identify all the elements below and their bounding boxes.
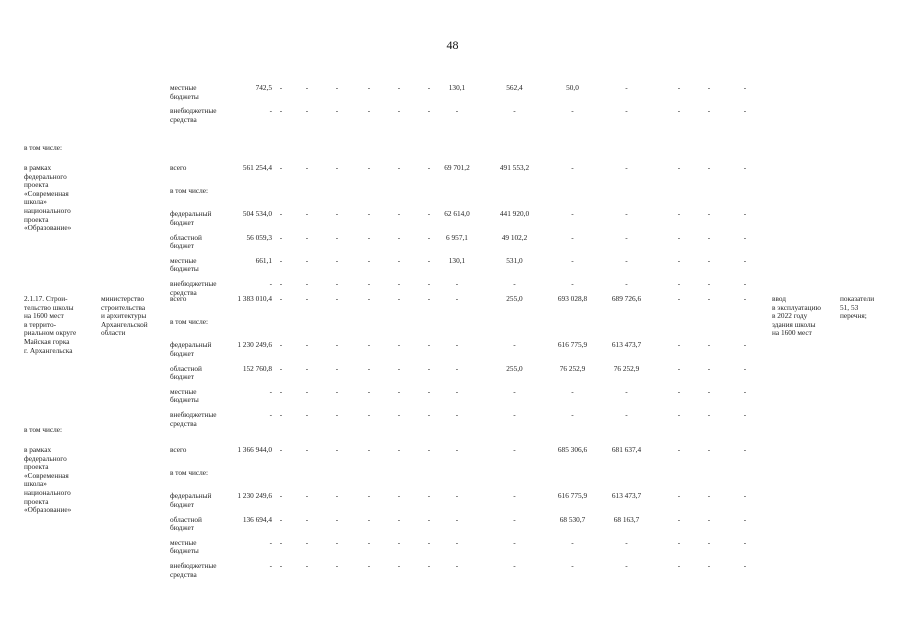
table-cell: 441 920,0 — [499, 209, 530, 219]
table-cell: - — [367, 255, 371, 265]
table-cell: 613 473,7 — [611, 491, 642, 501]
funding-source-label: в том числе: — [170, 317, 209, 327]
table-cell: - — [513, 445, 516, 454]
table-cell: 1 230 249,6 — [237, 491, 272, 501]
funding-source-label: внебюджетные средства — [170, 410, 217, 428]
table-cell: - — [367, 561, 371, 570]
funding-source-label: внебюджетные средства — [170, 279, 217, 297]
table-cell: - — [279, 561, 283, 570]
table-cell: 49 102,2 — [501, 232, 528, 242]
table-cell: 681 637,4 — [611, 445, 642, 454]
table-cell: - — [335, 363, 339, 373]
table-cell: - — [455, 340, 459, 350]
table-cell: - — [677, 279, 681, 288]
table-cell: - — [367, 514, 371, 524]
table-cell: - — [743, 514, 747, 524]
table-cell: - — [677, 386, 681, 396]
table-cell: - — [707, 410, 711, 419]
table-cell: - — [455, 561, 459, 570]
table-cell: - — [625, 561, 628, 570]
table-cell: - — [625, 209, 628, 219]
table-cell: - — [677, 83, 681, 92]
table-cell: - — [625, 163, 628, 172]
table-cell: - — [625, 386, 628, 396]
table-cell: - — [305, 363, 309, 373]
table-cell: - — [743, 294, 747, 303]
table-cell: - — [269, 386, 272, 396]
table-cell: - — [335, 491, 339, 501]
table-cell: - — [305, 209, 309, 219]
table-cell: - — [427, 279, 431, 288]
table-cell: - — [305, 537, 309, 547]
table-cell: - — [305, 163, 309, 172]
table-cell: - — [367, 340, 371, 350]
funding-source-label: федеральный бюджет — [170, 491, 212, 509]
table-cell: 255,0 — [506, 363, 523, 373]
table-cell: - — [427, 445, 431, 454]
table-cell: - — [397, 445, 401, 454]
table-cell: - — [367, 294, 371, 303]
table-cell: - — [707, 340, 711, 350]
table-cell: - — [677, 514, 681, 524]
table-cell: - — [305, 561, 309, 570]
funding-source-label: федеральный бюджет — [170, 209, 212, 227]
table-cell: - — [427, 163, 431, 172]
table-cell: - — [625, 106, 628, 116]
table-cell: - — [427, 106, 431, 116]
table-cell: 689 726,6 — [611, 294, 642, 303]
table-cell: - — [335, 561, 339, 570]
funding-source-label: внебюджетные средства — [170, 106, 217, 124]
table-cell: - — [677, 491, 681, 501]
table-cell: - — [279, 363, 283, 373]
table-cell: - — [367, 232, 371, 242]
table-cell: - — [397, 279, 401, 288]
table-cell: - — [625, 232, 628, 242]
table-cell: - — [335, 106, 339, 116]
table-cell: - — [397, 514, 401, 524]
table-cell: - — [335, 294, 339, 303]
table-cell: - — [269, 106, 272, 116]
table-cell: - — [707, 163, 711, 172]
table-cell: - — [305, 294, 309, 303]
table-cell: - — [677, 410, 681, 419]
table-cell: - — [743, 561, 747, 570]
table-cell: 68 530,7 — [559, 514, 586, 524]
table-cell: - — [571, 106, 574, 116]
table-cell: - — [513, 340, 516, 350]
table-cell: 616 775,9 — [557, 340, 588, 350]
table-cell: - — [279, 232, 283, 242]
indicator-link: показатели 51, 53 перечня; — [840, 294, 875, 321]
table-cell: - — [455, 279, 459, 288]
table-cell: - — [427, 410, 431, 419]
table-cell: - — [335, 445, 339, 454]
table-cell: - — [677, 209, 681, 219]
table-cell: - — [513, 491, 516, 501]
funding-source-label: в том числе: — [170, 468, 209, 478]
table-cell: - — [397, 106, 401, 116]
table-cell: - — [707, 561, 711, 570]
table-cell: - — [269, 279, 272, 288]
funding-source-label: всего — [170, 294, 187, 303]
table-cell: - — [279, 163, 283, 172]
table-cell: 50,0 — [566, 83, 579, 92]
page-number: 48 — [446, 38, 459, 52]
table-cell: - — [397, 561, 401, 570]
table-cell: - — [279, 106, 283, 116]
table-cell: - — [335, 83, 339, 92]
table-cell: - — [305, 279, 309, 288]
funding-source-label: местные бюджеты — [170, 386, 199, 405]
table-cell: 76 252,9 — [559, 363, 586, 373]
table-cell: - — [571, 232, 574, 242]
table-cell: 130,1 — [448, 255, 466, 265]
table-cell: - — [305, 232, 309, 242]
table-cell: - — [707, 537, 711, 547]
table-cell: - — [335, 209, 339, 219]
table-cell: - — [707, 363, 711, 373]
table-cell: - — [455, 491, 459, 501]
table-cell: - — [677, 106, 681, 116]
table-cell: - — [455, 537, 459, 547]
table-cell: - — [305, 410, 309, 419]
table-cell: - — [279, 514, 283, 524]
table-cell: - — [335, 255, 339, 265]
table-cell: - — [455, 363, 459, 373]
table-cell: - — [571, 386, 574, 396]
table-cell: - — [743, 209, 747, 219]
table-cell: - — [279, 386, 283, 396]
measure-name: 2.1.17. Строи- тельство школы на 1600 мест в террито- риальном округе Майская горка г. Архангельска — [24, 294, 77, 355]
table-cell: 136 694,4 — [242, 514, 272, 524]
table-cell: - — [625, 410, 628, 419]
table-cell: - — [625, 255, 628, 265]
table-cell: - — [427, 232, 431, 242]
table-cell: - — [305, 83, 309, 92]
table-cell: 685 306,6 — [557, 445, 588, 454]
table-cell: - — [743, 537, 747, 547]
table-cell: - — [427, 255, 431, 265]
table-cell: - — [397, 537, 401, 547]
table-cell: - — [513, 514, 516, 524]
table-cell: - — [367, 163, 371, 172]
table-cell: - — [367, 386, 371, 396]
table-cell: - — [335, 514, 339, 524]
table-cell: - — [455, 386, 459, 396]
table-cell: - — [397, 386, 401, 396]
table-cell: - — [677, 163, 681, 172]
table-cell: 661,1 — [255, 255, 272, 265]
table-cell: - — [279, 491, 283, 501]
table-cell: - — [455, 514, 459, 524]
table-cell: - — [707, 491, 711, 501]
table-cell: - — [513, 279, 516, 288]
table-cell: - — [279, 445, 283, 454]
table-cell: - — [269, 537, 272, 547]
table-cell: - — [743, 163, 747, 172]
table-cell: - — [279, 209, 283, 219]
table-cell: 76 252,9 — [613, 363, 640, 373]
table-cell: - — [743, 83, 747, 92]
table-cell: - — [743, 410, 747, 419]
table-cell: 6 957,1 — [446, 232, 468, 242]
table-cell: - — [625, 279, 628, 288]
measure-name: в рамках федерального проекта «Современная школа» национального проекта «Образование» — [24, 445, 72, 515]
table-cell: - — [427, 363, 431, 373]
funding-source-label: в том числе: — [170, 186, 209, 196]
table-cell: 613 473,7 — [611, 340, 642, 350]
section-note: в том числе: — [24, 143, 63, 152]
table-cell: 1 383 010,4 — [237, 294, 272, 303]
table-cell: - — [677, 445, 681, 454]
table-cell: - — [427, 514, 431, 524]
table-cell: - — [397, 83, 401, 92]
table-cell: - — [707, 386, 711, 396]
funding-source-label: внебюджетные средства — [170, 561, 217, 579]
table-cell: - — [335, 537, 339, 547]
funding-source-label: местные бюджеты — [170, 83, 199, 101]
funding-source-label: местные бюджеты — [170, 537, 199, 556]
table-cell: - — [367, 537, 371, 547]
table-cell: - — [367, 83, 371, 92]
table-cell: 255,0 — [506, 294, 523, 303]
table-cell: 69 701,2 — [444, 163, 470, 172]
table-cell: - — [625, 83, 628, 92]
table-cell: 1 366 944,0 — [237, 445, 272, 454]
table-cell: 1 230 249,6 — [237, 340, 272, 350]
funding-source-label: областной бюджет — [170, 514, 202, 533]
table-cell: - — [707, 83, 711, 92]
table-cell: - — [743, 232, 747, 242]
table-cell: - — [279, 255, 283, 265]
table-cell: - — [279, 83, 283, 92]
table-cell: - — [427, 209, 431, 219]
table-cell: - — [707, 294, 711, 303]
table-cell: - — [367, 279, 371, 288]
table-cell: - — [707, 279, 711, 288]
table-cell: 693 028,8 — [557, 294, 588, 303]
table-cell: - — [707, 209, 711, 219]
executor: министерство строительства и архитектуры Архангельской области — [101, 294, 148, 338]
table-cell: - — [707, 106, 711, 116]
table-cell: 68 163,7 — [613, 514, 640, 524]
table-cell: - — [677, 255, 681, 265]
table-cell: - — [335, 410, 339, 419]
table-cell: - — [571, 410, 574, 419]
table-cell: - — [707, 445, 711, 454]
table-cell: - — [397, 209, 401, 219]
table-cell: - — [571, 209, 574, 219]
table-cell: - — [397, 340, 401, 350]
table-cell: - — [335, 386, 339, 396]
table-cell: - — [513, 537, 516, 547]
table-cell: - — [305, 445, 309, 454]
table-cell: - — [571, 537, 574, 547]
table-cell: - — [427, 83, 431, 92]
table-cell: - — [625, 537, 628, 547]
table-cell: - — [335, 279, 339, 288]
table-cell: - — [677, 232, 681, 242]
table-cell: - — [427, 294, 431, 303]
table-cell: - — [305, 386, 309, 396]
table-cell: - — [279, 410, 283, 419]
table-cell: - — [571, 255, 574, 265]
table-cell: - — [397, 255, 401, 265]
table-cell: - — [455, 106, 459, 116]
table-cell: - — [397, 491, 401, 501]
table-cell: - — [397, 410, 401, 419]
table-cell: - — [367, 363, 371, 373]
table-cell: - — [279, 537, 283, 547]
table-cell: - — [571, 279, 574, 288]
table-cell: 62 614,0 — [444, 209, 470, 219]
table-cell: - — [677, 340, 681, 350]
expected-result: ввод в эксплуатацию в 2022 году здания школы на 1600 мест — [772, 294, 821, 338]
table-cell: - — [427, 340, 431, 350]
table-cell: 531,0 — [506, 255, 523, 265]
table-cell: - — [367, 209, 371, 219]
table-cell: - — [305, 491, 309, 501]
table-cell: - — [269, 410, 272, 419]
measure-name: в рамках федерального проекта «Современная школа» национального проекта «Образование» — [24, 163, 72, 233]
table-cell: 491 553,2 — [499, 163, 530, 172]
table-cell: - — [279, 294, 283, 303]
table-cell: - — [427, 561, 431, 570]
table-cell: - — [455, 445, 459, 454]
table-cell: 504 534,0 — [242, 209, 272, 219]
funding-source-label: всего — [170, 163, 187, 172]
table-cell: - — [397, 363, 401, 373]
funding-source-label: федеральный бюджет — [170, 340, 212, 358]
table-cell: 616 775,9 — [557, 491, 588, 501]
table-cell: 56 059,3 — [246, 232, 272, 242]
table-cell: - — [743, 279, 747, 288]
table-cell: - — [427, 537, 431, 547]
table-cell: - — [269, 561, 272, 570]
table-cell: - — [335, 340, 339, 350]
table-cell: - — [427, 386, 431, 396]
table-cell: - — [455, 410, 459, 419]
funding-source-label: всего — [170, 445, 187, 454]
table-cell: - — [367, 491, 371, 501]
table-cell: 152 760,8 — [242, 363, 272, 373]
table-cell: - — [279, 279, 283, 288]
table-cell: - — [677, 561, 681, 570]
table-cell: - — [397, 232, 401, 242]
funding-source-label: областной бюджет — [170, 232, 202, 251]
table-cell: - — [743, 340, 747, 350]
table-cell: - — [367, 445, 371, 454]
table-cell: 562,4 — [506, 83, 523, 92]
table-cell: - — [707, 232, 711, 242]
table-cell: - — [571, 163, 574, 172]
table-cell: - — [743, 106, 747, 116]
table-cell: - — [513, 106, 516, 116]
funding-source-label: областной бюджет — [170, 363, 202, 382]
table-cell: - — [305, 106, 309, 116]
table-cell: - — [513, 410, 516, 419]
table-cell: - — [743, 363, 747, 373]
table-cell: - — [305, 255, 309, 265]
table-cell: - — [279, 340, 283, 350]
table-cell: - — [455, 294, 459, 303]
table-cell: - — [335, 232, 339, 242]
table-cell: - — [367, 410, 371, 419]
table-cell: - — [707, 514, 711, 524]
table-cell: - — [305, 340, 309, 350]
table-cell: - — [397, 163, 401, 172]
table-cell: - — [743, 386, 747, 396]
table-cell: - — [513, 561, 516, 570]
table-cell: - — [305, 514, 309, 524]
table-cell: - — [743, 255, 747, 265]
table-cell: 561 254,4 — [242, 163, 272, 172]
table-cell: - — [677, 537, 681, 547]
table-cell: - — [743, 445, 747, 454]
table-cell: - — [427, 491, 431, 501]
table-cell: - — [513, 386, 516, 396]
table-cell: - — [335, 163, 339, 172]
table-cell: - — [743, 491, 747, 501]
table-cell: - — [571, 561, 574, 570]
table-cell: - — [367, 106, 371, 116]
table-cell: - — [677, 294, 681, 303]
table-cell: - — [707, 255, 711, 265]
section-note: в том числе: — [24, 425, 63, 434]
table-cell: 742,5 — [255, 83, 272, 92]
table-cell: - — [677, 363, 681, 373]
funding-source-label: местные бюджеты — [170, 255, 199, 274]
table-cell: 130,1 — [448, 83, 466, 92]
table-cell: - — [397, 294, 401, 303]
